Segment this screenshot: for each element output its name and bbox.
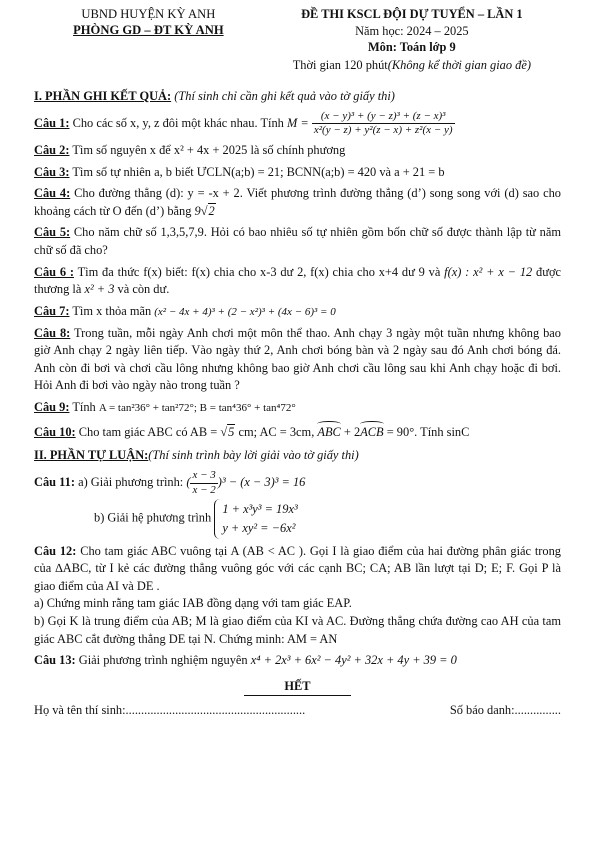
section-1-note: (Thí sinh chỉ cần ghi kết quả vào tờ giấy thi) [174,88,395,103]
q12-stem [34,543,561,596]
q10-text: Cho tam giác ABC có AB = [78,424,218,439]
footer [34,702,561,720]
q7-label: Câu 7: [34,303,70,318]
q7-text: Tìm x thỏa mãn [72,303,152,318]
q9-expr-b: ; B = tan⁴36° + tan⁴72° [193,401,296,414]
q10-text2: cm; AC = 3cm, [238,424,315,439]
section-2-title: II. PHẦN TỰ LUẬN: [34,448,149,463]
question-12 [34,543,561,649]
question-11 [34,469,561,539]
question-13 [34,652,561,670]
q11-b-eq2: y + xy² = −6x² [222,520,296,535]
q11-a-rest: ³ − (x − 3)³ = 16 [221,474,306,489]
q5-text: Cho năm chữ số 1,3,5,7,9. Hỏi có bao nhiêu số tự nhiên gồm bốn chữ số được thành lập từ năm chữ số đã cho? [34,225,561,258]
q6-text2: được thương là [34,264,562,297]
header-left [34,6,263,74]
subject: Môn: Toán lớp 9 [367,40,456,55]
q8-text: Trong tuần, mỗi ngày Anh chơi một môn thể thao. Anh chạy 3 ngày một tuần nhưng không bao giờ Anh chạy 2 ngày liên tiếp. Vào ngày thứ 2, Anh chơi bóng bàn và 2 ngày sau đó Anh chơi bóng đá. Anh còn đi bơi và chơi cầu lông nhưng không bao giờ Anh chơi cầu lông sau khi Anh chạy hoặc đi bơi. Hỏi Anh đi bơi vào ngày nào trong tuần ? [34,325,561,393]
q11-part-b [34,499,561,538]
q6-text3: và còn dư. [117,282,170,297]
district-name: UBND HUYỆN KỲ ANH [81,7,216,21]
q11-a-denominator: x − 2 [192,483,216,496]
q1-denominator: x²(y − z) + y²(z − x) + z²(x − y) [313,124,453,137]
q9-label: Câu 9: [34,399,70,414]
question-4 [34,185,561,220]
q2-label: Câu 2: [34,143,70,158]
q12-label: Câu 12: [34,543,77,558]
q11-a-numerator: x − 3 [190,469,217,484]
q11-b-eq1: 1 + x³y³ = 19x³ [222,502,298,517]
question-7 [34,303,561,321]
q9-expr-a: A = tan²36° + tan²72° [98,401,194,414]
question-1 [34,110,561,139]
q3-text: Tìm số tự nhiên a, b biết ƯCLN(a;b) = 21; BCNN(a;b) = 420 và a + 21 = b [72,164,445,179]
q2-text: Tìm số nguyên x để [72,143,171,158]
school-year: Năm học: 2024 – 2025 [355,23,469,38]
question-5 [34,224,561,259]
candidate-name-field: Họ và tên thí sinh:.......................................................... [34,703,306,718]
question-9 [34,399,561,417]
q10-text3: = 90°. Tính sinC [386,424,470,439]
q4-label: Câu 4: [34,186,71,201]
end-text: HẾT [244,678,350,697]
q12-text: Cho tam giác ABC vuông tại A (AB < AC ). Gọi I là giao điểm của hai đường phân giác trong của ∆ABC, từ I kẻ các đường thẳng vuông góc với các cạnh BC; CA; AB lần lượt tại D; E; F. Gọi P là giao điểm của AI và DE . [34,543,561,593]
exam-title: ĐỀ THI KSCL ĐỘI DỰ TUYỂN – LẦN 1 [301,7,523,21]
q1-label: Câu 1: [34,115,70,130]
q1-m: M = [286,115,309,130]
q7-expr: (x² − 4x + 4)³ + (2 − x²)³ + (4x − 6)³ = 0 [154,305,336,318]
q3-label: Câu 3: [34,164,70,179]
q1-fraction [312,110,455,139]
q6-quotient: x² + 3 [84,282,115,297]
q11-part-a [34,469,561,498]
q11-b-system [214,499,301,538]
question-6 [34,264,561,299]
q13-expr: x⁴ + 2x³ + 6x² − 4y² + 32x + 4y + 39 = 0 [250,653,457,668]
time-note: (Không kể thời gian giao đề) [387,58,531,73]
q1-text: Cho các số x, y, z đôi một khác nhau. Tính [72,115,284,130]
q1-numerator: (x − y)³ + (y − z)³ + (z − x)³ [312,110,455,125]
department-name: PHÒNG GD – ĐT KỲ ANH [73,23,224,38]
question-10 [34,421,561,442]
q11-label: Câu 11: [34,474,75,489]
q6-text1: Tìm đa thức f(x) biết: f(x) chia cho x-3 dư 2, f(x) chia cho x+4 dư 9 và [77,264,441,279]
q4-coef: 9 [194,203,201,218]
end-marker [34,678,561,697]
section-1-heading [34,88,561,106]
q5-label: Câu 5: [34,225,71,240]
q9-text: Tính [72,399,96,414]
candidate-number-field: Số báo danh:............... [449,703,561,718]
question-2 [34,142,561,160]
q12-part-b: b) Gọi K là trung điểm của AB; M là giao điểm của KI và AC. Đường thẳng chứa đường cao AH của tam giác ABC cắt đường thẳng DE tại N. Chứng minh: AM = AN [34,613,561,646]
q11-a-text: a) Giải phương trình: [78,474,184,489]
q10-ab: √5 [220,424,235,439]
section-2-heading [34,447,561,465]
q2-tail: là số chính phương [250,143,346,158]
q10-ab-radicand: 5 [228,424,235,439]
q10-plus: + 2 [343,424,361,439]
q4-radicand: 2 [208,203,215,218]
question-3 [34,164,561,182]
time-text: Thời gian 120 phút [292,58,388,73]
q11-b-text: b) Giải hệ phương trình [94,510,212,525]
q13-text: Giải phương trình nghiệm nguyên [78,653,248,668]
q12-part-a: a) Chứng minh rằng tam giác IAB đồng dạng với tam giác EAP. [34,596,352,611]
q8-label: Câu 8: [34,325,71,340]
q4-distance: 9√2 [194,203,215,218]
q2-expr: x² + 4x + 2025 [173,143,248,158]
section-2-note: (Thí sinh trình bày lời giải vào tờ giấy thi) [148,448,359,463]
q6-expr: f(x) : x² + x − 12 [444,264,533,279]
q10-angle-abc: ABC [317,421,340,442]
q11-a-fraction [190,469,217,498]
q13-label: Câu 13: [34,653,76,668]
section-1-title: I. PHẦN GHI KẾT QUẢ: [34,88,172,103]
exam-time [263,57,561,74]
q11-a-expr: ( $\frac{x - 3}{x - 2}$ )³ − (x − 3)³ = 16 [186,468,306,496]
question-8 [34,325,561,395]
header [34,6,561,74]
q10-angle-acb: ACB [360,421,383,442]
header-right [263,6,561,74]
q4-text: Cho đường thẳng (d): y = -x + 2. Viết phương trình đường thẳng (d’) song song với (d) sao cho khoảng cách từ O đến (d’) bằng [34,186,561,218]
q6-label: Câu 6 : [34,264,74,279]
q10-label: Câu 10: [34,424,76,439]
